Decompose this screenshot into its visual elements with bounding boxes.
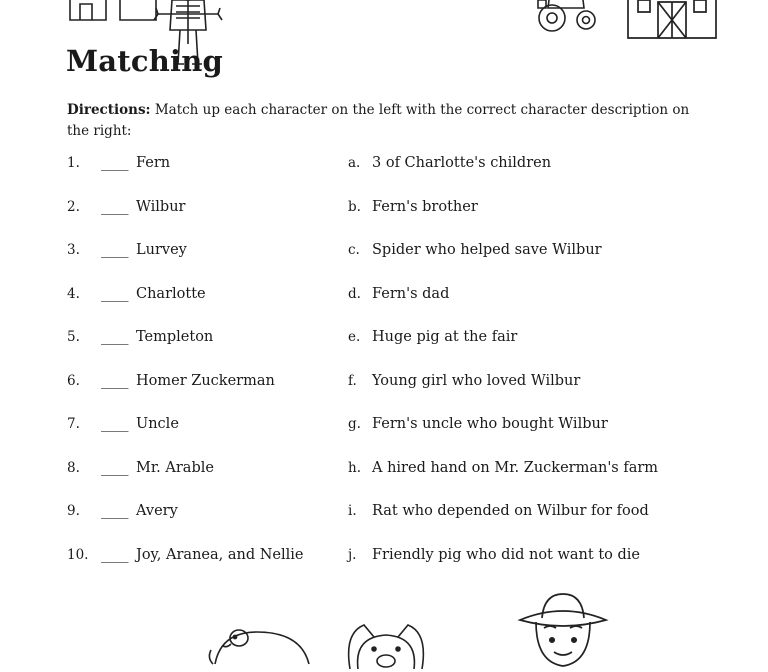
list-item	[67, 460, 357, 504]
rat-illustration	[205, 612, 325, 672]
pig-illustration	[338, 615, 434, 671]
list-item	[67, 329, 357, 373]
character-name: Uncle	[136, 416, 179, 432]
item-letter: i.	[348, 503, 357, 519]
answer-blank[interactable]: ____	[101, 459, 128, 476]
list-item	[348, 286, 748, 330]
tractor-illustration	[520, 0, 610, 36]
right-column-list	[348, 155, 748, 590]
character-name: Fern	[136, 155, 171, 171]
item-letter: a.	[348, 155, 361, 171]
item-letter: e.	[348, 329, 361, 345]
character-name: Joy, Aranea, and Nellie	[136, 546, 304, 563]
answer-blank[interactable]: ____	[101, 329, 128, 345]
item-letter: d.	[348, 285, 361, 302]
left-column-list	[67, 155, 357, 590]
list-item	[348, 155, 748, 199]
character-description: A hired hand on Mr. Zuckerman's farm	[372, 459, 659, 476]
answer-blank[interactable]: ____	[101, 242, 128, 258]
item-number: 10.	[67, 546, 89, 563]
character-description: Fern's uncle who bought Wilbur	[372, 416, 608, 432]
list-item	[348, 547, 748, 591]
list-item	[67, 242, 357, 286]
item-letter: g.	[348, 416, 361, 432]
item-number: 5.	[67, 329, 80, 345]
page-title: Matching	[66, 44, 224, 78]
answer-blank[interactable]: ____	[101, 416, 128, 432]
character-description: Fern's brother	[372, 198, 478, 215]
character-name: Homer Zuckerman	[136, 372, 275, 389]
item-number: 1.	[67, 155, 80, 171]
item-number: 9.	[67, 503, 80, 519]
character-description: Huge pig at the fair	[372, 329, 518, 345]
list-item	[67, 373, 357, 417]
item-number: 4.	[67, 285, 80, 302]
item-number: 8.	[67, 459, 80, 476]
item-letter: c.	[348, 242, 360, 258]
boy-with-hat-illustration	[500, 588, 626, 668]
character-name: Wilbur	[136, 198, 186, 215]
list-item	[348, 416, 748, 460]
house-illustration	[60, 0, 170, 24]
directions-paragraph	[67, 100, 697, 142]
list-item	[348, 242, 748, 286]
answer-blank[interactable]: ____	[101, 198, 128, 215]
list-item	[348, 503, 748, 547]
character-description: Rat who depended on Wilbur for food	[372, 503, 649, 519]
list-item	[67, 199, 357, 243]
item-letter: f.	[348, 372, 357, 389]
character-name: Charlotte	[136, 285, 206, 302]
character-description: Young girl who loved Wilbur	[372, 372, 581, 389]
character-description: 3 of Charlotte's children	[372, 155, 552, 171]
character-name: Mr. Arable	[136, 459, 214, 476]
item-number: 6.	[67, 372, 80, 389]
character-name: Lurvey	[136, 242, 187, 258]
character-name: Avery	[136, 503, 178, 519]
list-item	[67, 503, 357, 547]
list-item	[67, 286, 357, 330]
list-item	[67, 155, 357, 199]
item-letter: h.	[348, 459, 361, 476]
character-description: Spider who helped save Wilbur	[372, 242, 602, 258]
item-number: 7.	[67, 416, 80, 432]
directions-text: Match up each character on the left with the correct character description on the right:	[67, 102, 690, 139]
item-letter: b.	[348, 198, 361, 215]
character-description: Friendly pig who did not want to die	[372, 546, 640, 563]
list-item	[67, 416, 357, 460]
barn-illustration	[622, 0, 722, 42]
list-item	[67, 547, 357, 591]
item-number: 3.	[67, 242, 80, 258]
answer-blank[interactable]: ____	[101, 372, 128, 389]
list-item	[348, 329, 748, 373]
list-item	[348, 460, 748, 504]
item-number: 2.	[67, 198, 80, 215]
list-item	[348, 199, 748, 243]
answer-blank[interactable]: ____	[101, 285, 128, 302]
character-description: Fern's dad	[372, 285, 450, 302]
item-letter: j.	[348, 546, 357, 563]
character-name: Templeton	[136, 329, 214, 345]
directions-label: Directions:	[67, 102, 151, 118]
list-item	[348, 373, 748, 417]
answer-blank[interactable]: ____	[101, 503, 128, 519]
answer-blank[interactable]: ____	[101, 155, 128, 171]
answer-blank[interactable]: ____	[101, 546, 128, 563]
